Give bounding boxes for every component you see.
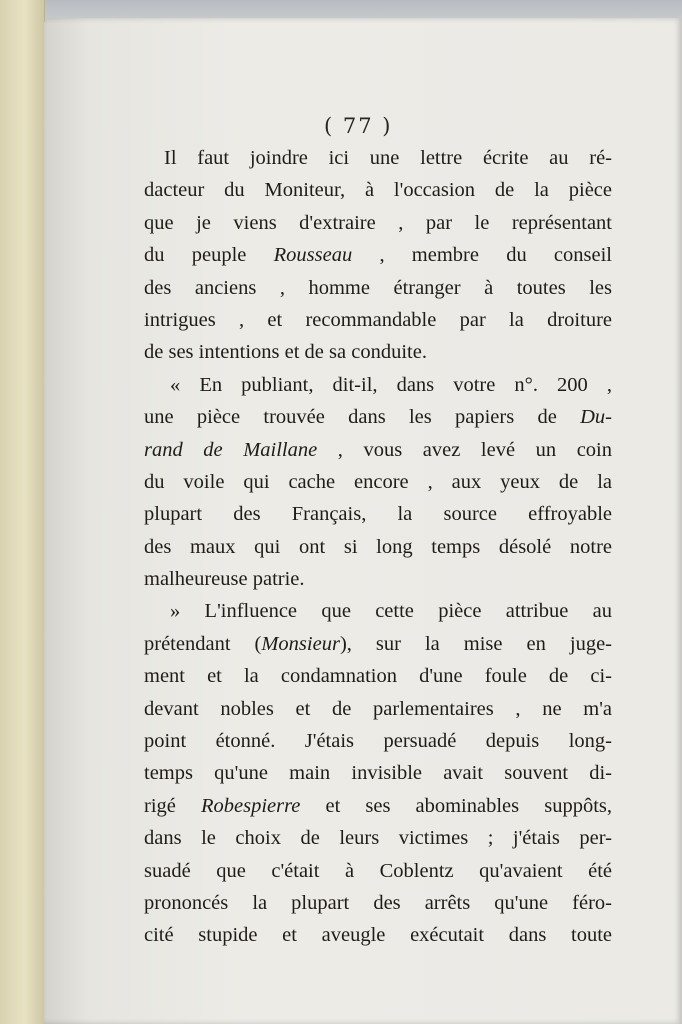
text-line: « En publiant, dit-il, dans votre n°. 200 , [170, 373, 612, 396]
page-number: ( 77 ) [324, 114, 393, 138]
text-line: » L'influence que cette pièce attribue au [170, 600, 612, 623]
text-line: prétendant (Monsieur), sur la mise en juge- [144, 632, 612, 655]
text-line: point étonné. J'étais persuadé depuis long- [144, 730, 612, 753]
text-line: que je viens d'extraire , par le représentant [144, 211, 612, 234]
text-line: intrigues , et recommandable par la droiture [144, 308, 612, 331]
text-line: dacteur du Moniteur, à l'occasion de la pièce [144, 179, 612, 202]
text-line: cité stupide et aveugle exécutait dans toute [144, 924, 612, 947]
book-edge [0, 0, 45, 1024]
text-line: dans le choix de leurs victimes ; j'étais per- [144, 827, 612, 850]
text-line: rand de Maillane , vous avez levé un coin [144, 438, 612, 461]
text-line: du voile qui cache encore , aux yeux de la [144, 470, 612, 493]
text-line: Il faut joindre ici une lettre écrite au ré- [164, 147, 612, 169]
text-line: des anciens , homme étranger à toutes les [144, 276, 612, 299]
text-line: une pièce trouvée dans les papiers de Du- [144, 406, 612, 429]
text-line: suadé que c'était à Coblentz qu'avaient été [144, 859, 612, 882]
body-text [144, 142, 612, 952]
text-line: malheureuse patrie. [144, 568, 305, 591]
text-line: prononcés la plupart des arrêts qu'une féro- [144, 891, 612, 914]
text-line: rigé Robespierre et ses abominables suppôts, [144, 794, 612, 817]
text-line: devant nobles et de parlementaires , ne m'a [144, 697, 612, 720]
text-line: plupart des Français, la source effroyable [144, 503, 612, 526]
text-line: temps qu'une main invisible avait souvent di- [144, 762, 612, 785]
text-line: du peuple Rousseau , membre du conseil [144, 244, 612, 267]
text-line: ment et la condamnation d'une foule de ci- [144, 665, 612, 688]
text-line: de ses intentions et de sa conduite. [144, 341, 427, 364]
text-line: des maux qui ont si long temps désolé notre [144, 535, 612, 558]
